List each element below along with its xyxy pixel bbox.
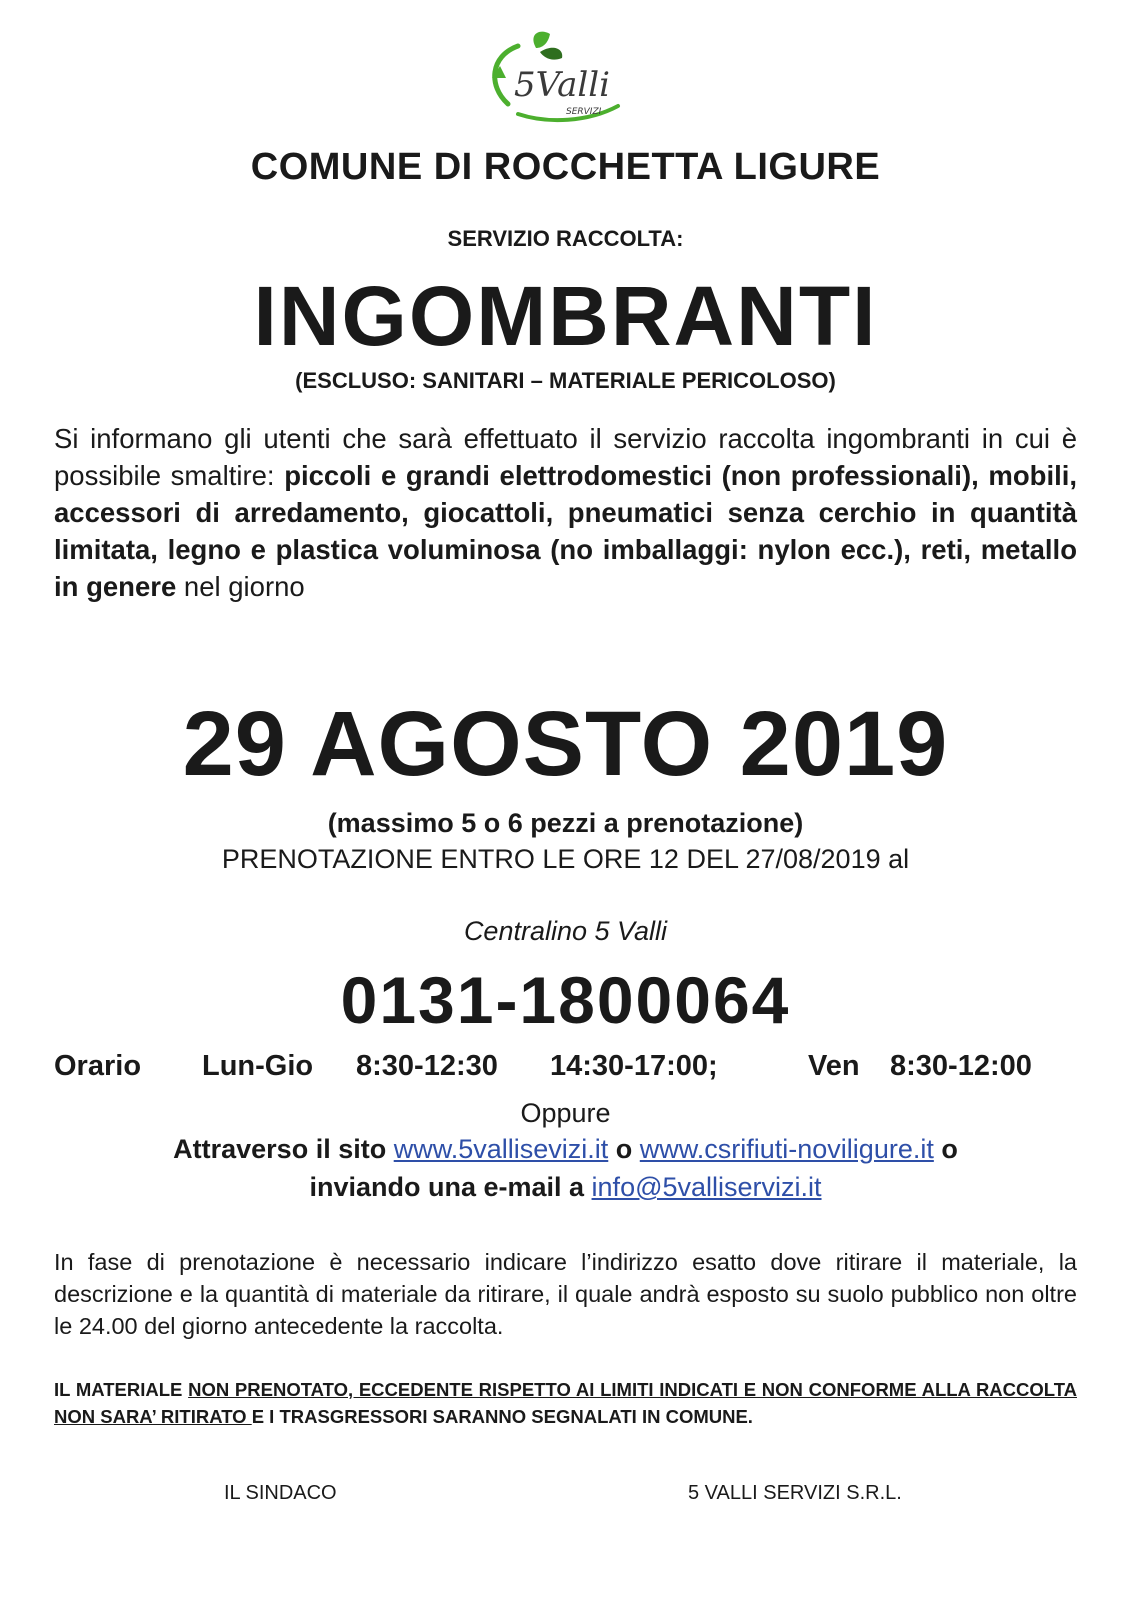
website-link-2[interactable]: www.csrifiuti-noviligure.it bbox=[639, 1134, 934, 1164]
website-intro: Attraverso il sito bbox=[173, 1134, 394, 1164]
hours-morning-1: 8:30-12:30 bbox=[356, 1050, 498, 1082]
switchboard-label: Centralino 5 Valli bbox=[463, 916, 668, 946]
hours-days-2: Ven bbox=[808, 1050, 860, 1082]
collection-date: 29 AGOSTO 2019 bbox=[182, 693, 949, 795]
phone-number[interactable]: 0131-1800064 bbox=[340, 963, 791, 1037]
email-line bbox=[0, 1172, 1131, 1203]
hours-morning-2: 8:30-12:00 bbox=[890, 1050, 1032, 1082]
booking-deadline: PRENOTAZIONE ENTRO LE ORE 12 DEL 27/08/2019 al bbox=[221, 844, 910, 874]
warning-start: IL MATERIALE bbox=[54, 1379, 189, 1400]
or-separator-2: o bbox=[933, 1134, 958, 1164]
logo-subtext: SERVIZI bbox=[566, 107, 602, 117]
company-signature: 5 VALLI SERVIZI S.R.L. bbox=[688, 1482, 902, 1504]
exclusions-note: (ESCLUSO: SANITARI – MATERIALE PERICOLOSO) bbox=[295, 368, 836, 393]
intro-text-start: Si informano gli utenti che sarà effettuato il servizio raccolta ingombranti in cui è possibile smaltire: bbox=[54, 423, 1077, 491]
website-line bbox=[0, 1134, 1131, 1165]
hours-days-1: Lun-Gio bbox=[202, 1050, 314, 1082]
intro-paragraph bbox=[54, 420, 1077, 605]
intro-items: piccoli e grandi elettrodomestici (non professionali), mobili, accessori di arredamento, giocattoli, pneumatici senza cerchio in quantità limitata, legno e plastica voluminosa (no imballaggi: nylon ecc.), reti, metallo in genere bbox=[54, 460, 1077, 602]
logo-text: 5Valli bbox=[514, 65, 610, 105]
max-pieces-note: (massimo 5 o 6 pezzi a prenotazione) bbox=[327, 808, 804, 838]
company-logo bbox=[478, 26, 638, 126]
hours-afternoon-1: 14:30-17:00; bbox=[550, 1050, 718, 1082]
warning-end: E I TRASGRESSORI SARANNO SEGNALATI IN COMUNE. bbox=[251, 1406, 753, 1427]
or-label: Oppure bbox=[520, 1098, 611, 1128]
or-separator-1: o bbox=[608, 1134, 640, 1164]
mayor-signature: IL SINDACO bbox=[224, 1482, 337, 1504]
opening-hours bbox=[54, 1050, 1077, 1086]
email-intro: inviando una e-mail a bbox=[309, 1172, 592, 1202]
intro-text-end: nel giorno bbox=[176, 571, 305, 602]
comune-title: COMUNE DI ROCCHETTA LIGURE bbox=[250, 146, 881, 188]
page-title: INGOMBRANTI bbox=[253, 269, 878, 363]
hours-label: Orario bbox=[54, 1050, 142, 1082]
email-link[interactable]: info@5valliservizi.it bbox=[591, 1172, 822, 1202]
servizio-label: SERVIZIO RACCOLTA: bbox=[447, 226, 684, 251]
warning-underlined: NON PRENOTATO, ECCEDENTE RISPETTO AI LIMITI INDICATI E NON CONFORME ALLA RACCOLTA NON SARA’ RITIRATO bbox=[54, 1379, 1077, 1427]
booking-instructions: In fase di prenotazione è necessario indicare l’indirizzo esatto dove ritirare il materiale, la descrizione e la quantità di materiale da ritirare, il quale andrà esposto su suolo pubblico non oltre le 24.00 del giorno antecedente la raccolta. bbox=[54, 1249, 1077, 1339]
leaf-arrow-icon bbox=[478, 26, 638, 126]
website-link-1[interactable]: www.5vallisevizi.it bbox=[393, 1134, 609, 1164]
warning-notice bbox=[54, 1376, 1077, 1430]
